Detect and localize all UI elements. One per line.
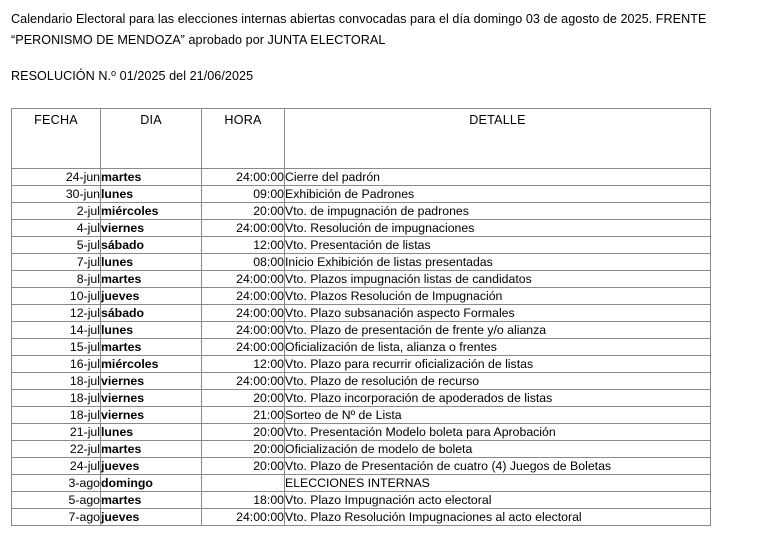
cell-detalle: Oficialización de modelo de boleta xyxy=(285,441,711,458)
cell-fecha: 5-ago xyxy=(12,492,101,509)
cell-hora: 12:00 xyxy=(202,356,285,373)
cell-fecha: 30-jun xyxy=(12,186,101,203)
cell-detalle: Cierre del padrón xyxy=(285,169,711,186)
table-row xyxy=(12,220,711,237)
cell-dia: viernes xyxy=(101,390,202,407)
cell-dia: miércoles xyxy=(101,203,202,220)
cell-detalle: Vto. Plazo Resolución Impugnaciones al acto electoral xyxy=(285,509,711,526)
cell-hora: 24:00:00 xyxy=(202,220,285,237)
cell-dia: lunes xyxy=(101,424,202,441)
cell-hora: 09:00 xyxy=(202,186,285,203)
cell-dia: sábado xyxy=(101,305,202,322)
cell-detalle: Vto. Plazo Impugnación acto electoral xyxy=(285,492,711,509)
cell-fecha: 18-jul xyxy=(12,407,101,424)
cell-detalle: Sorteo de Nº de Lista xyxy=(285,407,711,424)
cell-fecha: 4-jul xyxy=(12,220,101,237)
document-header xyxy=(0,0,760,87)
cell-dia: lunes xyxy=(101,254,202,271)
cell-fecha: 7-ago xyxy=(12,509,101,526)
cell-dia: martes xyxy=(101,169,202,186)
cell-fecha: 24-jul xyxy=(12,458,101,475)
cell-detalle: Vto. Plazo de resolución de recurso xyxy=(285,373,711,390)
cell-hora: 20:00 xyxy=(202,441,285,458)
cell-hora: 20:00 xyxy=(202,458,285,475)
cell-dia: martes xyxy=(101,271,202,288)
cell-hora: 18:00 xyxy=(202,492,285,509)
cell-detalle: Oficialización de lista, alianza o frentes xyxy=(285,339,711,356)
calendar-table-container xyxy=(11,108,710,526)
cell-dia: lunes xyxy=(101,186,202,203)
column-header-hora: HORA xyxy=(202,109,285,169)
table-row xyxy=(12,424,711,441)
cell-fecha: 15-jul xyxy=(12,339,101,356)
table-row xyxy=(12,458,711,475)
cell-dia: martes xyxy=(101,492,202,509)
cell-detalle: Vto. Plazos impugnación listas de candidatos xyxy=(285,271,711,288)
cell-fecha: 2-jul xyxy=(12,203,101,220)
table-row xyxy=(12,441,711,458)
table-row xyxy=(12,169,711,186)
cell-fecha: 21-jul xyxy=(12,424,101,441)
table-row xyxy=(12,492,711,509)
cell-dia: viernes xyxy=(101,220,202,237)
cell-hora: 08:00 xyxy=(202,254,285,271)
cell-dia: viernes xyxy=(101,373,202,390)
resolution-suffix: 01/2025 del 21/06/2025 xyxy=(116,69,254,83)
table-row xyxy=(12,322,711,339)
cell-detalle: Inicio Exhibición de listas presentadas xyxy=(285,254,711,271)
table-row xyxy=(12,390,711,407)
cell-detalle: Vto. Presentación de listas xyxy=(285,237,711,254)
cell-hora: 24:00:00 xyxy=(202,322,285,339)
cell-fecha: 8-jul xyxy=(12,271,101,288)
cell-hora: 20:00 xyxy=(202,390,285,407)
cell-hora: 24:00:00 xyxy=(202,339,285,356)
table-row xyxy=(12,203,711,220)
cell-detalle: Vto. Resolución de impugnaciones xyxy=(285,220,711,237)
column-header-dia: DIA xyxy=(101,109,202,169)
cell-detalle: ELECCIONES INTERNAS xyxy=(285,475,711,492)
cell-detalle: Vto. Plazo subsanación aspecto Formales xyxy=(285,305,711,322)
resolution-prefix: RESOLUCIÓN N. xyxy=(11,69,112,83)
table-row xyxy=(12,373,711,390)
table-row xyxy=(12,254,711,271)
cell-fecha: 3-ago xyxy=(12,475,101,492)
cell-detalle: Exhibición de Padrones xyxy=(285,186,711,203)
cell-fecha: 10-jul xyxy=(12,288,101,305)
cell-fecha: 22-jul xyxy=(12,441,101,458)
cell-detalle: Vto. Plazo de presentación de frente y/o alianza xyxy=(285,322,711,339)
cell-dia: jueves xyxy=(101,509,202,526)
cell-hora: 20:00 xyxy=(202,203,285,220)
document-title: Calendario Electoral para las elecciones internas abiertas convocadas para el día domingo 03 de agosto de 2025. FRENTE “PERONISMO DE MENDOZA” aprobado por JUNTA ELECTORAL xyxy=(11,12,707,47)
cell-dia: domingo xyxy=(101,475,202,492)
table-row xyxy=(12,288,711,305)
cell-fecha: 24-jun xyxy=(12,169,101,186)
cell-detalle: Vto. Plazos Resolución de Impugnación xyxy=(285,288,711,305)
resolution-ordinal-marker: o xyxy=(111,68,117,79)
table-row xyxy=(12,475,711,492)
cell-dia: viernes xyxy=(101,407,202,424)
cell-dia: jueves xyxy=(101,288,202,305)
table-row xyxy=(12,271,711,288)
table-header xyxy=(12,109,711,169)
table-row xyxy=(12,356,711,373)
cell-detalle: Vto. de impugnación de padrones xyxy=(285,203,711,220)
column-header-detalle: DETALLE xyxy=(285,109,711,169)
electoral-calendar-table xyxy=(11,108,711,526)
cell-hora: 24:00:00 xyxy=(202,169,285,186)
cell-fecha: 7-jul xyxy=(12,254,101,271)
cell-fecha: 18-jul xyxy=(12,373,101,390)
cell-fecha: 14-jul xyxy=(12,322,101,339)
cell-dia: sábado xyxy=(101,237,202,254)
table-row xyxy=(12,407,711,424)
cell-detalle: Vto. Plazo incorporación de apoderados de listas xyxy=(285,390,711,407)
table-row xyxy=(12,186,711,203)
table-header-row xyxy=(12,109,711,169)
table-body xyxy=(12,169,711,526)
cell-dia: lunes xyxy=(101,322,202,339)
cell-dia: martes xyxy=(101,441,202,458)
cell-hora: 24:00:00 xyxy=(202,509,285,526)
cell-dia: jueves xyxy=(101,458,202,475)
cell-hora: 24:00:00 xyxy=(202,271,285,288)
cell-detalle: Vto. Presentación Modelo boleta para Aprobación xyxy=(285,424,711,441)
cell-fecha: 12-jul xyxy=(12,305,101,322)
table-row xyxy=(12,237,711,254)
table-row xyxy=(12,509,711,526)
cell-hora: 12:00 xyxy=(202,237,285,254)
cell-hora: 20:00 xyxy=(202,424,285,441)
cell-hora: 24:00:00 xyxy=(202,373,285,390)
column-header-fecha: FECHA xyxy=(12,109,101,169)
resolution-line xyxy=(11,66,746,87)
cell-fecha: 16-jul xyxy=(12,356,101,373)
cell-detalle: Vto. Plazo de Presentación de cuatro (4) Juegos de Boletas xyxy=(285,458,711,475)
cell-detalle: Vto. Plazo para recurrir oficialización de listas xyxy=(285,356,711,373)
cell-fecha: 5-jul xyxy=(12,237,101,254)
cell-hora: 24:00:00 xyxy=(202,305,285,322)
cell-hora xyxy=(202,475,285,492)
table-row xyxy=(12,339,711,356)
cell-hora: 24:00:00 xyxy=(202,288,285,305)
cell-hora: 21:00 xyxy=(202,407,285,424)
cell-dia: miércoles xyxy=(101,356,202,373)
table-row xyxy=(12,305,711,322)
cell-fecha: 18-jul xyxy=(12,390,101,407)
cell-dia: martes xyxy=(101,339,202,356)
